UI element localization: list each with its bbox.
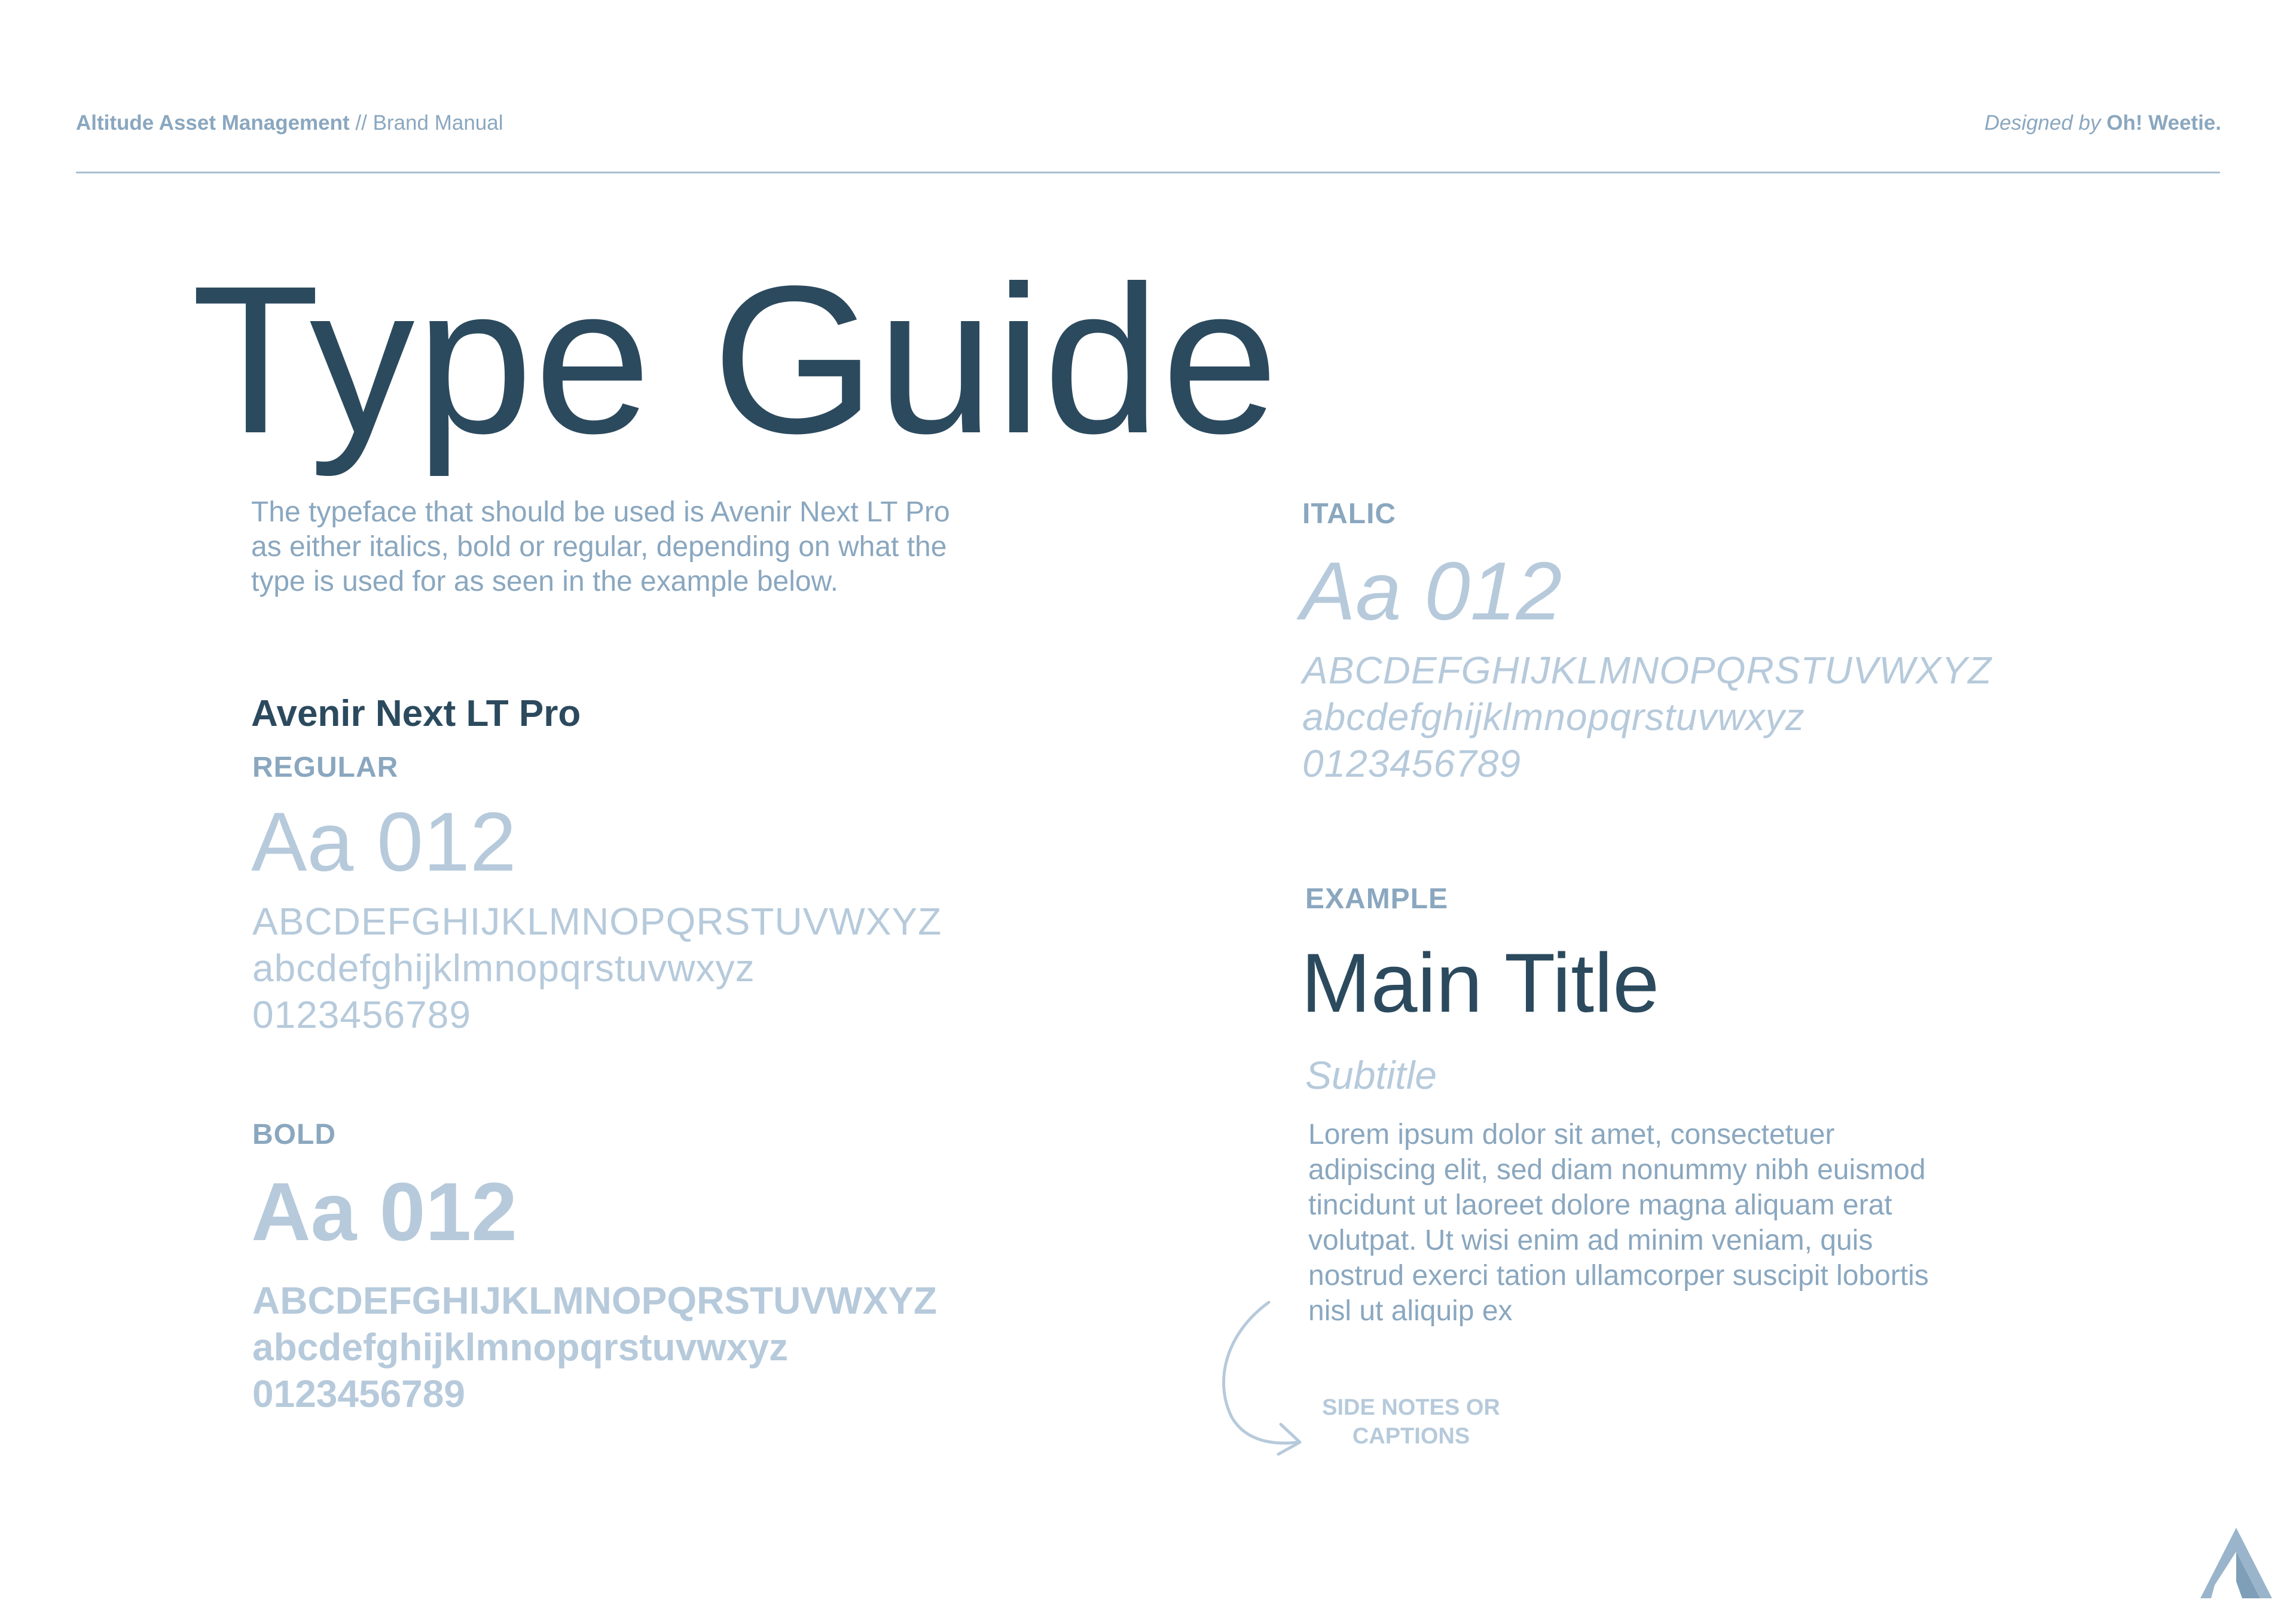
intro-line: type is used for as seen in the example below. bbox=[251, 566, 838, 597]
bold-uppercase: ABCDEFGHIJKLMNOPQRSTUVWXYZ bbox=[252, 1279, 937, 1322]
example-label: EXAMPLE bbox=[1305, 883, 1449, 915]
side-note-caption bbox=[1294, 1393, 1528, 1451]
body-line: volutpat. Ut wisi enim ad minim veniam, quis bbox=[1308, 1225, 1873, 1256]
bold-lowercase: abcdefghijklmnopqrstuvwxyz bbox=[252, 1326, 789, 1369]
example-main-title: Main Title bbox=[1301, 936, 1660, 1030]
font-name: Avenir Next LT Pro bbox=[251, 693, 581, 734]
italic-numbers: 0123456789 bbox=[1302, 742, 1521, 785]
header-brand bbox=[76, 111, 503, 135]
altitude-logo-icon bbox=[2200, 1528, 2272, 1598]
header-credit bbox=[1984, 111, 2221, 135]
bold-label: BOLD bbox=[252, 1119, 336, 1150]
regular-label: REGULAR bbox=[252, 752, 399, 783]
caption-line: CAPTIONS bbox=[1352, 1424, 1470, 1449]
page-title: Type Guide bbox=[191, 242, 1280, 477]
regular-lowercase: abcdefghijklmnopqrstuvwxyz bbox=[252, 947, 755, 990]
header-divider bbox=[76, 172, 2220, 173]
italic-label: ITALIC bbox=[1302, 498, 1397, 530]
header-separator: // bbox=[349, 111, 373, 135]
body-line: adipiscing elit, sed diam nonummy nibh euismod bbox=[1308, 1154, 1926, 1186]
intro-line: The typeface that should be used is Avenir Next LT Pro bbox=[251, 496, 950, 528]
body-line: tincidunt ut laoreet dolore magna aliquam erat bbox=[1308, 1189, 1892, 1221]
bold-numbers: 0123456789 bbox=[252, 1372, 465, 1415]
body-line: nostrud exerci tation ullamcorper suscipit lobortis bbox=[1308, 1260, 1929, 1292]
example-subtitle: Subtitle bbox=[1305, 1053, 1437, 1097]
brand-name: Altitude Asset Management bbox=[76, 111, 350, 135]
body-line: Lorem ipsum dolor sit amet, consectetuer bbox=[1308, 1119, 1835, 1150]
caption-line: SIDE NOTES OR bbox=[1322, 1395, 1500, 1420]
bold-sample: Aa 012 bbox=[251, 1166, 517, 1258]
italic-lowercase: abcdefghijklmnopqrstuvwxyz bbox=[1302, 695, 1805, 738]
credit-studio: Oh! Weetie. bbox=[2106, 111, 2221, 135]
italic-sample: Aa 012 bbox=[1300, 545, 1562, 637]
regular-uppercase: ABCDEFGHIJKLMNOPQRSTUVWXYZ bbox=[252, 900, 942, 943]
example-body-text bbox=[1308, 1117, 2026, 1329]
header-section: Brand Manual bbox=[373, 111, 503, 135]
intro-paragraph bbox=[251, 495, 1028, 599]
body-line: nisl ut aliquip ex bbox=[1308, 1295, 1513, 1327]
regular-numbers: 0123456789 bbox=[252, 993, 471, 1036]
regular-sample: Aa 012 bbox=[251, 795, 517, 889]
italic-uppercase: ABCDEFGHIJKLMNOPQRSTUVWXYZ bbox=[1302, 649, 1992, 692]
intro-line: as either italics, bold or regular, depending on what the bbox=[251, 531, 947, 563]
credit-prefix: Designed by bbox=[1984, 111, 2107, 135]
